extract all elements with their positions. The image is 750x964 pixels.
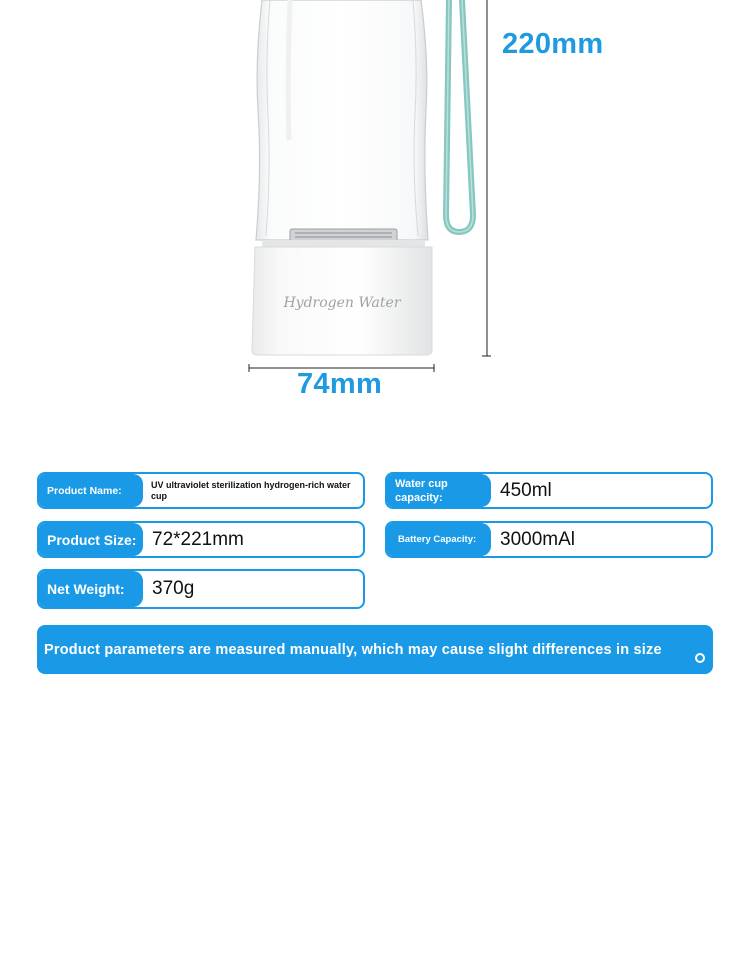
- param-value: 450ml: [500, 479, 552, 501]
- param-battery-capacity: [385, 521, 713, 558]
- product-illustration: [0, 0, 750, 420]
- param-label-text: Water cup capacity:: [395, 477, 448, 504]
- param-label: Net Weight:: [39, 571, 143, 607]
- bottle-logo: Hydrogen Water: [283, 295, 401, 311]
- measurement-note: [37, 625, 713, 674]
- dot-icon: [695, 653, 705, 663]
- param-value: 72*221mm: [152, 528, 244, 550]
- param-value: UV ultraviolet sterilization hydrogen-rich water cup: [151, 479, 351, 501]
- param-product-name: [37, 472, 365, 509]
- param-value: 3000mAl: [500, 528, 575, 550]
- param-product-size: [37, 521, 365, 558]
- measurement-note-text: Product parameters are measured manually, which may cause slight differences in size: [44, 641, 662, 658]
- width-dimension-label: 74mm: [297, 368, 383, 400]
- height-dimension-label: 220mm: [502, 28, 604, 60]
- bottle-body: [256, 0, 428, 240]
- param-label: Product Size:: [39, 523, 143, 556]
- param-label: [387, 474, 491, 507]
- param-water-capacity: [385, 472, 713, 509]
- bottle-strap: [446, 0, 473, 232]
- param-net-weight: [37, 569, 365, 609]
- height-dimension-line: [482, 0, 491, 356]
- param-label: Product Name:: [39, 474, 143, 507]
- param-value: 370g: [152, 578, 195, 599]
- param-label: Battery Capacity:: [387, 523, 491, 556]
